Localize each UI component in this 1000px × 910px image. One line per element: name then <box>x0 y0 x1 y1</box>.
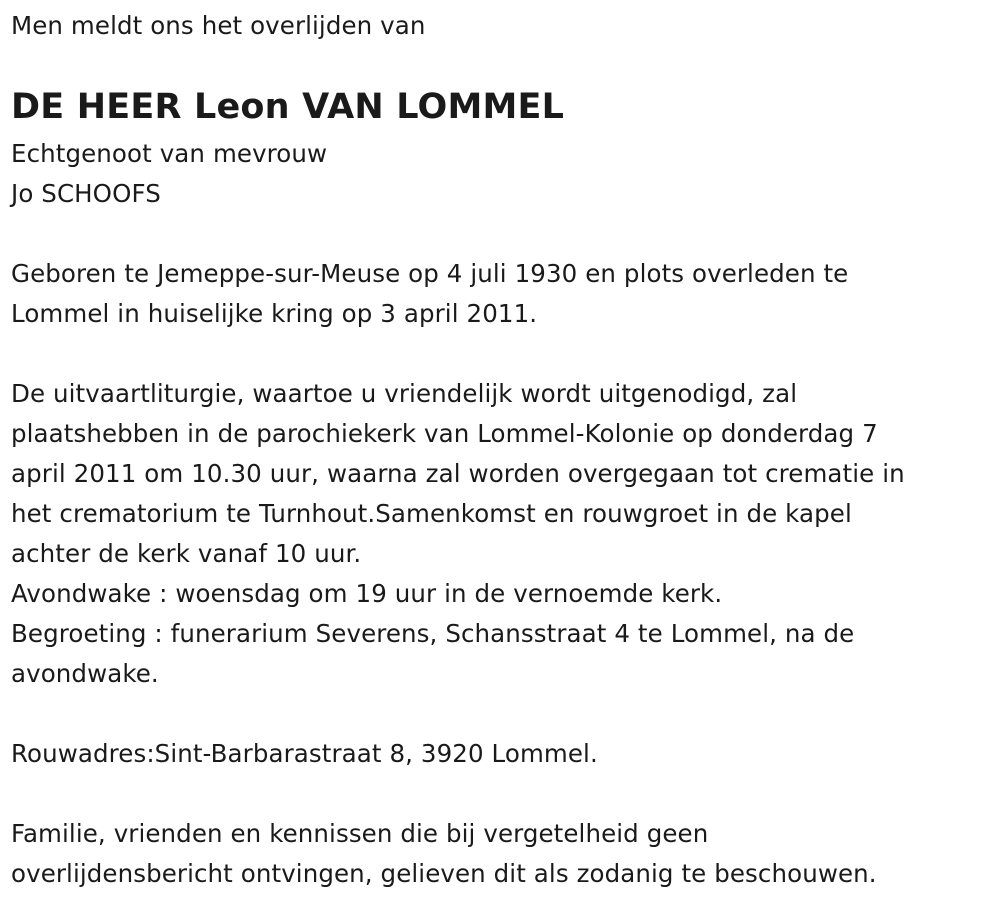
birth-death-line: Geboren te Jemeppe-sur-Meuse op 4 juli 1930 en plots overleden te <box>11 259 849 288</box>
ceremony-line: De uitvaartliturgie, waartoe u vriendelijk wordt uitgenodigd, zal <box>11 379 798 408</box>
ceremony-paragraph <box>11 374 905 694</box>
address-line: Rouwadres:Sint-Barbarastraat 8, 3920 Lommel. <box>11 739 598 768</box>
closing-line: Familie, vrienden en kennissen die bij vergetelheid geen <box>11 819 709 848</box>
intro-text: Men meldt ons het overlijden van <box>11 11 426 40</box>
birth-death-paragraph <box>11 254 848 334</box>
ceremony-line: april 2011 om 10.30 uur, waarna zal worden overgegaan tot crematie in <box>11 459 905 488</box>
spouse-line: Echtgenoot van mevrouw <box>11 139 328 168</box>
ceremony-line: achter de kerk vanaf 10 uur. <box>11 539 362 568</box>
greeting-line: avondwake. <box>11 659 159 688</box>
ceremony-line: het crematorium te Turnhout.Samenkomst en rouwgroet in de kapel <box>11 499 852 528</box>
closing-line: overlijdensbericht ontvingen, gelieven dit als zodanig te beschouwen. <box>11 859 877 888</box>
ceremony-line: plaatshebben in de parochiekerk van Lommel-Kolonie op donderdag 7 <box>11 419 878 448</box>
deceased-name: DE HEER Leon VAN LOMMEL <box>11 87 565 127</box>
vigil-line: Avondwake : woensdag om 19 uur in de vernoemde kerk. <box>11 579 723 608</box>
spouse-block <box>11 134 327 214</box>
birth-death-line: Lommel in huiselijke kring op 3 april 2011. <box>11 299 538 328</box>
spouse-name: Jo SCHOOFS <box>11 179 161 208</box>
closing-paragraph <box>11 814 877 894</box>
mourning-address <box>11 734 598 774</box>
greeting-line: Begroeting : funerarium Severens, Schansstraat 4 te Lommel, na de <box>11 619 855 648</box>
